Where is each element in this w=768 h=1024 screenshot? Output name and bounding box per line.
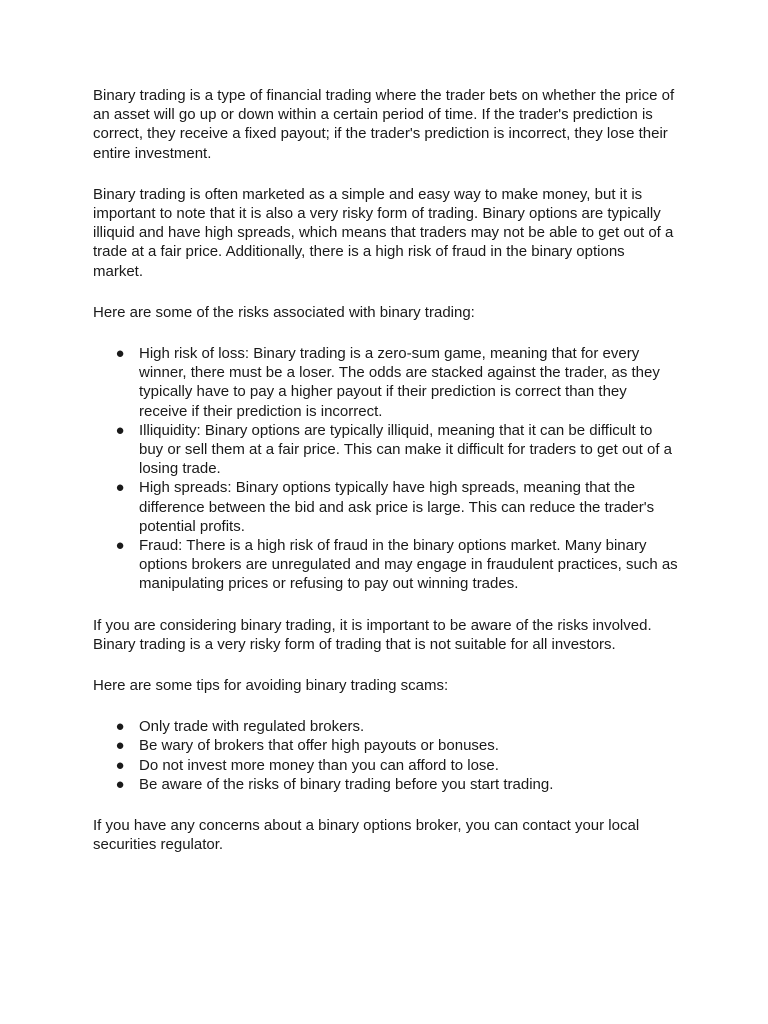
- paragraph-closing: If you have any concerns about a binary options broker, you can contact your local securities regulator.: [93, 817, 640, 854]
- list-item-text: High spreads: Binary options typically have high spreads, meaning that the difference between the bid and ask price is large. This can reduce the trader's potential profits.: [139, 479, 655, 535]
- bullet-icon: ●: [115, 421, 125, 439]
- paragraph-considering: If you are considering binary trading, it is important to be aware of the risks involved. Binary trading is a very risky form of trading that is not suitable for all investors.: [93, 616, 652, 653]
- bullet-icon: ●: [115, 718, 125, 736]
- list-item: [93, 775, 678, 794]
- list-item: [93, 717, 678, 736]
- bullet-icon: ●: [115, 775, 125, 793]
- list-item-text: Only trade with regulated brokers.: [139, 718, 365, 736]
- paragraph-tips-heading: Here are some tips for avoiding binary trading scams:: [93, 677, 449, 695]
- bullet-icon: ●: [115, 345, 125, 363]
- bullet-icon: ●: [115, 479, 125, 497]
- list-item-text: Illiquidity: Binary options are typically illiquid, meaning that it can be difficult to buy or sell them at a fair price. This can make it difficult for traders to get out of a losing trade.: [139, 421, 673, 478]
- list-item-text: Fraud: There is a high risk of fraud in the binary options market. Many binary options brokers are unregulated and may engage in fraudulent practices, such as manipulating prices or refusing to pay out winning trades.: [139, 537, 678, 593]
- paragraph-marketing: Binary trading is often marketed as a simple and easy way to make money, but it is important to note that it is also a very risky form of trading. Binary options are typically illiquid and have high spreads, which means that traders may not be able to get out of a trade at a fair price. Additionally, there is a high risk of fraud in the binary options market.: [93, 185, 674, 280]
- bullet-icon: ●: [115, 537, 125, 555]
- bullet-icon: ●: [115, 756, 125, 774]
- list-item-text: High risk of loss: Binary trading is a zero-sum game, meaning that for every winner, there must be a loser. The odds are stacked against the trader, as they typically have to pay a higher payout if their prediction is correct than they receive if their prediction is incorrect.: [139, 345, 660, 420]
- list-item-text: Be aware of the risks of binary trading before you start trading.: [139, 775, 554, 793]
- bullet-icon: ●: [115, 737, 125, 755]
- paragraph-intro: Binary trading is a type of financial trading where the trader bets on whether the price of an asset will go up or down within a certain period of time. If the trader's prediction is correct, they receive a fixed payout; if the trader's prediction is incorrect, they lose their entire investment.: [93, 87, 675, 162]
- list-item-text: Do not invest more money than you can afford to lose.: [139, 756, 499, 774]
- list-item: [93, 421, 678, 479]
- paragraph-risks-heading: Here are some of the risks associated with binary trading:: [93, 303, 475, 321]
- list-item: [93, 478, 678, 536]
- list-item: [93, 344, 678, 421]
- list-item: [93, 756, 678, 775]
- list-item: [93, 736, 678, 755]
- risks-list: [93, 344, 678, 594]
- tips-list: [93, 717, 678, 794]
- list-item: [93, 536, 678, 594]
- list-item-text: Be wary of brokers that offer high payouts or bonuses.: [139, 737, 499, 755]
